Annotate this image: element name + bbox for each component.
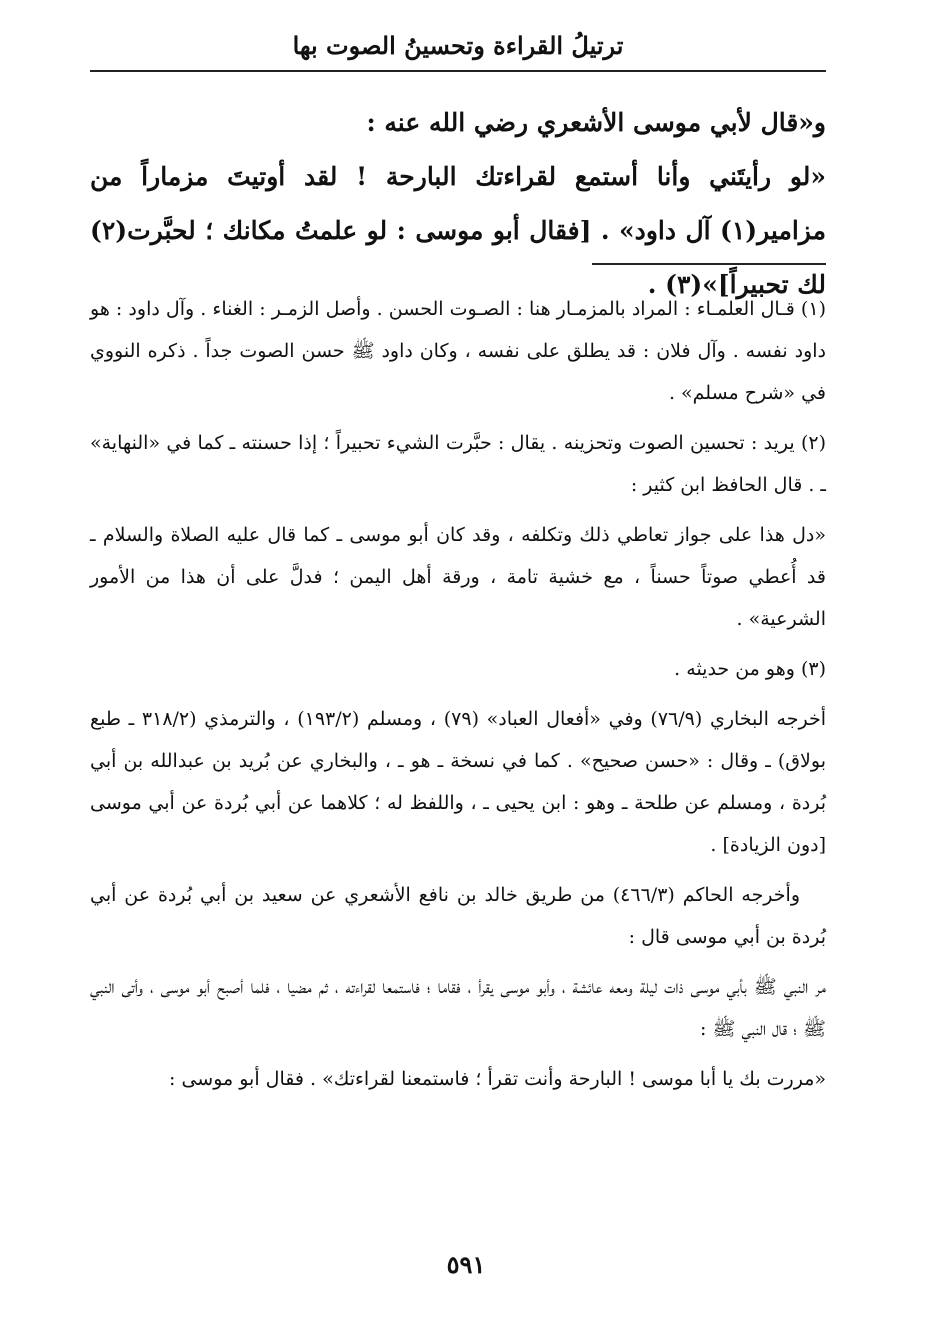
- footnote-3-quote: «مررت بك يا أبا موسى ! البارحة وأنت تقرأ ؛ فاستمعنا لقراءتك» . فقال أبو موسى :: [169, 1068, 826, 1090]
- footnote-separator: [592, 263, 826, 265]
- main-quote: «لو رأيتَني وأنا أستمع لقراءتك البارحة ! لقد أوتيتَ مزماراً من مزامير(١) آل داود» . [فقال أبو موسى : لو علمتُ مكانك ؛ لحبَّرت(٢) لك تحبيراً]»(٣) .: [90, 162, 826, 299]
- running-header: ترتيلُ القراءة وتحسينُ الصوت بها: [292, 31, 624, 60]
- footnote-2: (٢) يريد : تحسين الصوت وتحزينه . يقال : حبَّرت الشيء تحبيراً ؛ إذا حسنته ـ كما في «النهاية» ـ . قال الحافظ ابن كثير :: [90, 432, 826, 496]
- main-intro: و«قال لأبي موسى الأشعري رضي الله عنه :: [366, 108, 826, 137]
- page-number: ٥٩١: [446, 1250, 486, 1279]
- header-rule: [90, 70, 826, 72]
- footnotes: [90, 288, 826, 1108]
- footnote-3-narration: مر النبي ﷺ بأبي موسى ذات ليلة ومعه عائشة ، وأبو موسى يقرأ ، فقاما ؛ فاستمعا لقراءته ، ثم مضيا ، فلما أصبح أبو موسى ، وأتى النبي ﷺ ؛ قال النبي ﷺ :: [90, 976, 826, 1040]
- footnote-3-sources: أخرجه البخاري (٧٦/٩) وفي «أفعال العباد» (٧٩) ، ومسلم (١٩٣/٢) ، والترمذي (٣١٨/٢ ـ طبع بولاق) ـ وقال : «حسن صحيح» . كما في نسخة ـ هو ـ ، والبخاري عن بُريد بن عبدالله بن أبي بُردة ، ومسلم عن طلحة ـ وهو : ابن يحيى ـ ، واللفظ له ؛ كلاهما عن أبي بُردة عن أبي موسى [دون الزيادة] .: [90, 708, 826, 856]
- footnote-1: (١) قـال العلمـاء : المراد بالمزمـار هنا : الصـوت الحسن . وأصل الزمـر : الغناء . وآل داود : هو داود نفسه . وآل فلان : قد يطلق على نفسه ، وكان داود ﷺ حسن الصوت جداً . ذكره النووي في «شرح مسلم» .: [90, 298, 826, 404]
- footnote-3: (٣) وهو من حديثه .: [674, 658, 826, 680]
- footnote-3-hakim: وأخرجه الحاكم (٤٦٦/٣) من طريق خالد بن نافع الأشعري عن سعيد بن أبي بُردة عن أبي بُردة بن أبي موسى قال :: [90, 884, 826, 948]
- main-text: [90, 96, 826, 312]
- footnote-2-quote: «دل هذا على جواز تعاطي ذلك وتكلفه ، وقد كان أبو موسى ـ كما قال عليه الصلاة والسلام ـ قد أُعطي صوتاً حسناً ، مع خشية تامة ، ورقة أهل اليمن ؛ فدلَّ على أن هذا من الأمور الشرعية» .: [90, 524, 826, 630]
